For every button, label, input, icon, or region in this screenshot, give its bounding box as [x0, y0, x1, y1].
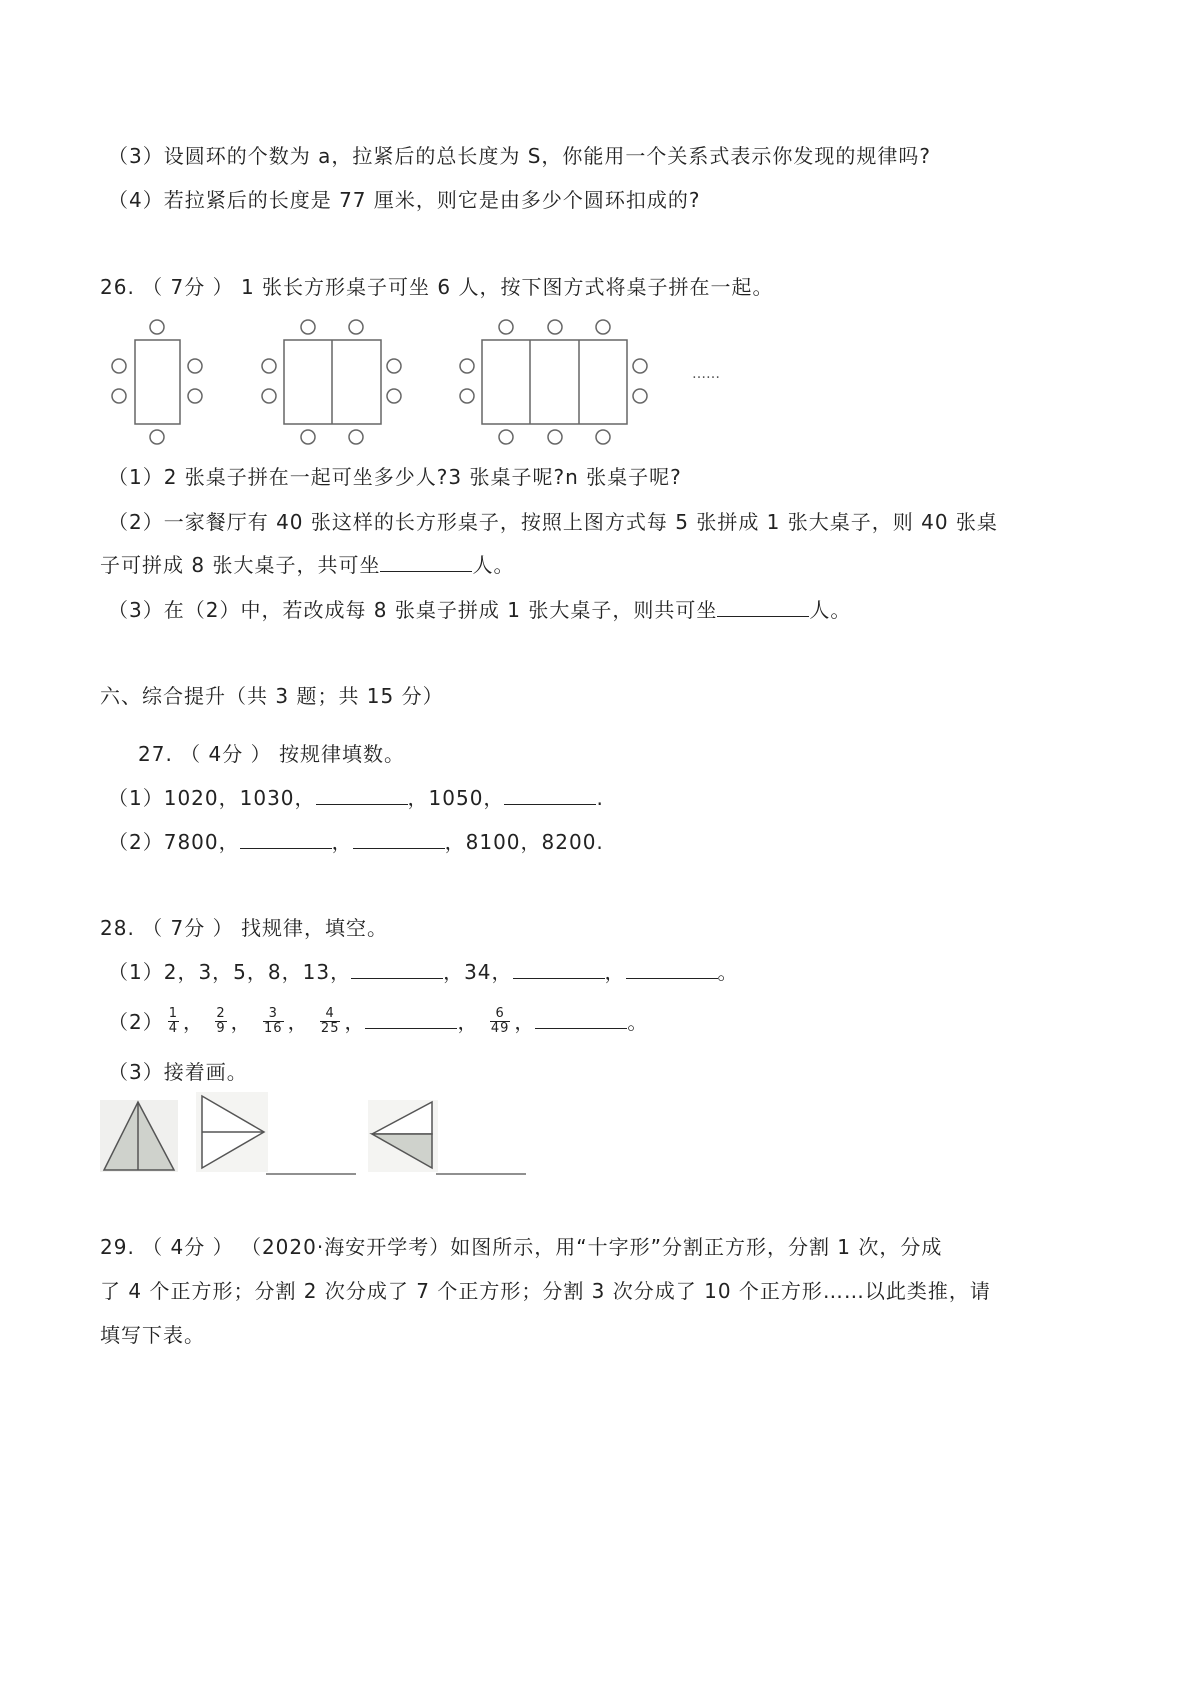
answer-blank[interactable]: [535, 1008, 627, 1029]
q27-part1: （1）1020，1030， ，1050， .: [108, 786, 604, 810]
table-3: [460, 320, 647, 444]
q28-part3: （3）接着画。: [108, 1060, 248, 1084]
continue-ellipsis: ……: [692, 366, 720, 382]
triangle-1: [100, 1100, 178, 1172]
q29-line3: 填写下表。: [100, 1323, 205, 1347]
q27-part2: （2）7800， ， ，8100，8200.: [108, 830, 604, 854]
q28-part1: （1）2，3，5，8，13， ，34， ， 。: [108, 960, 739, 984]
q26-part1: （1）2 张桌子拼在一起可坐多少人?3 张桌子呢?n 张桌子呢?: [108, 465, 682, 489]
q27-title: 27. （ 4分 ） 按规律填数。: [138, 742, 405, 766]
answer-blank[interactable]: [240, 828, 332, 849]
answer-blank[interactable]: [504, 784, 596, 805]
section6-heading: 六、综合提升（共 3 题；共 15 分）: [100, 684, 444, 708]
q29-line2: 了 4 个正方形；分割 2 次分成了 7 个正方形；分割 3 次分成了 10 个正方形……以此类推，请: [100, 1279, 991, 1303]
q26-title: 26. （ 7分 ） 1 张长方形桌子可坐 6 人，按下图方式将桌子拼在一起。: [100, 275, 774, 299]
q26-part2-line2: 子可拼成 8 张大桌子，共可坐 人。: [100, 553, 515, 577]
answer-blank[interactable]: [717, 596, 809, 617]
tables-figure: [100, 310, 750, 450]
q26-part2-line1: （2）一家餐厅有 40 张这样的长方形桌子，按照上图方式每 5 张拼成 1 张大桌子，则 40 张桌: [108, 510, 998, 534]
triangle-pattern-figure: [98, 1090, 538, 1180]
answer-blank[interactable]: [353, 828, 445, 849]
q28-title: 28. （ 7分 ） 找规律，填空。: [100, 916, 388, 940]
answer-blank[interactable]: [365, 1008, 457, 1029]
q25-part4: （4）若拉紧后的长度是 77 厘米，则它是由多少个圆环扣成的?: [108, 188, 701, 212]
answer-blank[interactable]: [513, 958, 605, 979]
q25-part3: （3）设圆环的个数为 a，拉紧后的总长度为 S，你能用一个关系式表示你发现的规律吗?: [108, 144, 932, 168]
answer-blank[interactable]: [380, 551, 472, 572]
fraction: $\frac{3}{16}$: [264, 1006, 283, 1036]
table-1: [112, 320, 202, 444]
fraction: $\frac{6}{49}$: [490, 1006, 510, 1036]
triangle-2: [196, 1092, 268, 1172]
answer-blank[interactable]: [626, 958, 718, 979]
triangle-3: [368, 1100, 438, 1172]
answer-blank[interactable]: [351, 958, 443, 979]
q28-part2: （2） $\frac{1}{4}$ ， $\frac{2}{9}$ ， $\frac{3}{16}$ ， $\frac{4}{25}$ ， ， $\frac{6}{49}$ ， 。: [108, 1006, 649, 1036]
q26-part3: （3）在（2）中，若改成每 8 张桌子拼成 1 张大桌子，则共可坐 人。: [108, 598, 852, 622]
table-2: [262, 320, 401, 444]
fraction: $\frac{1}{4}$: [168, 1006, 179, 1036]
q29-line1: 29. （ 4分 ） （2020·海安开学考）如图所示，用“十字形”分割正方形，分割 1 次，分成: [100, 1235, 943, 1259]
answer-blank[interactable]: [316, 784, 408, 805]
fraction: $\frac{4}{25}$: [320, 1006, 340, 1036]
fraction: $\frac{2}{9}$: [216, 1006, 226, 1036]
